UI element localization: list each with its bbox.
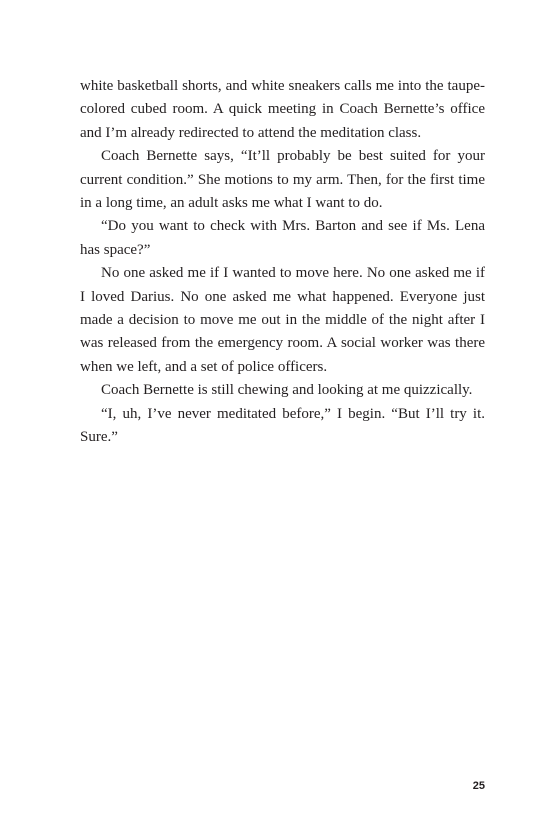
paragraph-6: “I, uh, I’ve never meditated before,” I begin. “But I’ll try it. Sure.”: [80, 405, 485, 446]
paragraph-5: Coach Bernette is still chewing and looking at me quizzically.: [101, 382, 473, 399]
body-text: [80, 75, 485, 450]
paragraph-1: white basketball shorts, and white sneakers calls me into the taupe-colored cubed room. A quick meeting in Coach Bernette’s office and I’m already redirected to attend the meditation class.: [80, 78, 485, 141]
paragraph-4: No one asked me if I wanted to move here. No one asked me if I loved Darius. No one asked me what happened. Everyone just made a decision to move me out in the middle of the night after I was released from the emergency room. A social worker was there when we left, and a set of police officers.: [80, 265, 485, 375]
paragraph-3: “Do you want to check with Mrs. Barton and see if Ms. Lena has space?”: [80, 218, 485, 258]
paragraph-2: Coach Bernette says, “It’ll probably be best suited for your current condition.” She motions to my arm. Then, for the first time in a long time, an adult asks me what I want to do.: [80, 148, 485, 212]
page-number: 25: [472, 780, 485, 792]
